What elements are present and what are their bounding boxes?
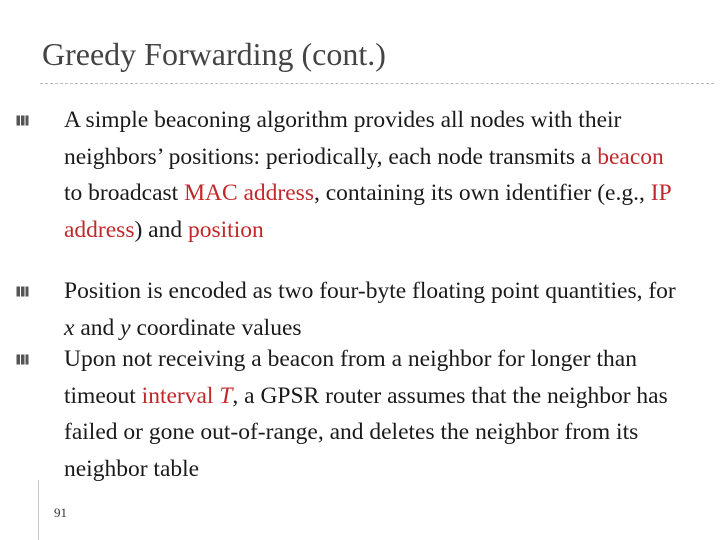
bullet-text: to broadcast [64,180,185,206]
bullet-text: A simple beaconing algorithm provides all nodes with their neighbors’ positions: periodically, each node transmits a [64,107,622,170]
square-bullet-icon [16,115,29,126]
bullet-text: , a GPSR router assumes that the neighbor has failed or gone out-of-range, and deletes the neighbor from its neighbor table [64,382,668,482]
highlight-position: position [188,216,264,243]
bullet-text: Upon not receiving a beacon from a neighbor for longer than timeout [64,346,637,409]
bullet-text: coordinate values [130,314,302,341]
square-bullet-icon [16,286,29,297]
highlight-T: T [219,382,233,409]
highlight-beacon: beacon [597,143,664,170]
bullet-text: Position is encoded as two four-byte floating point quantities, for [64,278,676,304]
bullet-item [64,341,686,487]
bullet-text: and [74,314,121,341]
italic-x: x [64,314,75,341]
bullet-item [64,102,686,248]
bullet-item [64,273,686,346]
bullet-text: ) and [134,216,188,243]
slide-number: 91 [54,505,67,520]
highlight-mac-address: MAC address [184,180,314,206]
highlight-interval: interval [141,382,220,409]
footer-divider [38,480,39,540]
slide-title: Greedy Forwarding (cont.) [42,36,386,72]
highlight-ip-address: IP address [64,180,671,243]
bullet-text: , containing its own identifier (e.g., [313,180,651,206]
italic-y: y [120,314,131,341]
title-divider [40,83,714,84]
square-bullet-icon [16,354,29,365]
